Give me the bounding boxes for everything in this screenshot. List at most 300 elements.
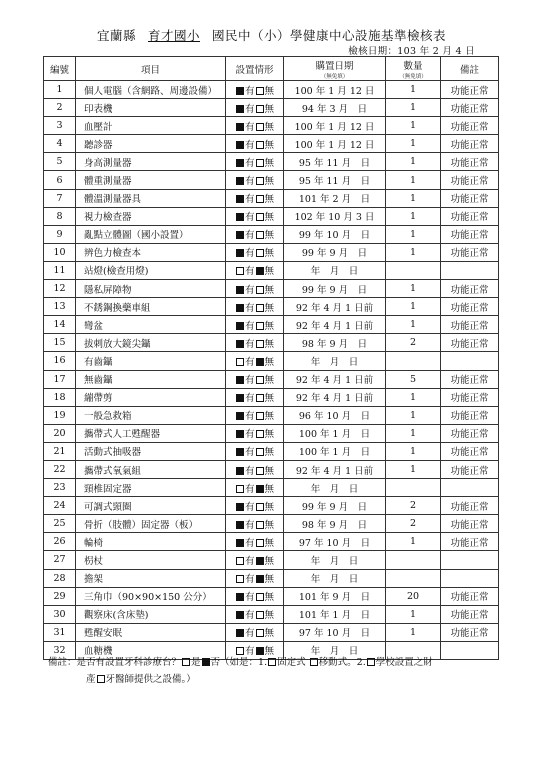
row-status (226, 623, 284, 641)
checkbox-icon (256, 177, 264, 185)
row-item: 活動式抽吸器 (76, 442, 226, 460)
row-purchase-date: 92 年 4 月 1 日前 (284, 316, 386, 334)
row-purchase-date: 100 年 1 月 日 (284, 424, 386, 442)
row-number: 6 (44, 171, 76, 189)
row-purchase-date: 94 年 3 月 日 (284, 99, 386, 117)
row-item: 三角巾（90×90×150 公分） (76, 587, 226, 605)
yes-label: 有 (244, 139, 255, 151)
row-note: 功能正常 (441, 153, 499, 171)
yes-label: 有 (244, 121, 255, 133)
no-label: 無 (264, 555, 275, 567)
row-purchase-date: 97 年 10 月 日 (284, 533, 386, 551)
row-purchase-date: 101 年 1 月 日 (284, 605, 386, 623)
row-purchase-date: 92 年 4 月 1 日前 (284, 370, 386, 388)
yes-label: 有 (244, 465, 255, 477)
checkbox-icon (256, 412, 264, 420)
row-quantity (386, 551, 441, 569)
table-row (44, 352, 499, 370)
row-quantity: 2 (386, 334, 441, 352)
no-label: 無 (264, 176, 275, 188)
checkbox-checked-icon (236, 503, 244, 511)
row-item: 印表機 (76, 99, 226, 117)
row-status (226, 370, 284, 388)
row-item: 甦醒安眠 (76, 623, 226, 641)
yes-label: 有 (244, 157, 255, 169)
row-status (226, 225, 284, 243)
checkbox-checked-icon (236, 593, 244, 601)
row-quantity: 1 (386, 605, 441, 623)
row-number: 17 (44, 370, 76, 388)
table-row (44, 261, 499, 279)
yes-label: 有 (244, 248, 255, 260)
checkbox-icon (256, 340, 264, 348)
row-note: 功能正常 (441, 207, 499, 225)
row-item: 視力檢查器 (76, 207, 226, 225)
row-note: 功能正常 (441, 442, 499, 460)
checkbox-checked-icon (236, 448, 244, 456)
row-purchase-date: 年 月 日 (284, 551, 386, 569)
checkbox-checked-icon (236, 87, 244, 95)
row-quantity: 1 (386, 81, 441, 99)
row-purchase-date: 92 年 4 月 1 日前 (284, 388, 386, 406)
no-label: 無 (264, 266, 275, 278)
row-purchase-date: 年 月 日 (284, 569, 386, 587)
row-item: 骨折（肢體）固定器（板） (76, 515, 226, 533)
no-label: 無 (264, 356, 275, 368)
table-row (44, 623, 499, 641)
row-note: 功能正常 (441, 370, 499, 388)
no-label: 無 (264, 447, 275, 459)
yes-label: 有 (244, 375, 255, 387)
yes-label: 有 (244, 338, 255, 350)
table-row (44, 460, 499, 478)
row-quantity: 5 (386, 370, 441, 388)
row-status (226, 442, 284, 460)
row-note: 功能正常 (441, 406, 499, 424)
row-note (441, 479, 499, 497)
no-label: 無 (264, 302, 275, 314)
footer-yes-label: 是 (191, 657, 201, 668)
footer-opt-school: 學校設置之財 (375, 657, 433, 668)
checkbox-icon (256, 394, 264, 402)
row-purchase-date: 99 年 9 月 日 (284, 497, 386, 515)
row-item: 血糖機 (76, 641, 226, 659)
table-row (44, 533, 499, 551)
table-row (44, 135, 499, 153)
checkbox-icon (256, 87, 264, 95)
table-row (44, 406, 499, 424)
no-label: 無 (264, 592, 275, 604)
row-note: 功能正常 (441, 81, 499, 99)
yes-label: 有 (244, 628, 255, 640)
yes-label: 有 (244, 555, 255, 567)
checkbox-icon (256, 141, 264, 149)
row-status (226, 460, 284, 478)
table-row (44, 479, 499, 497)
checkbox-checked-icon (236, 430, 244, 438)
row-status (226, 135, 284, 153)
row-quantity: 1 (386, 298, 441, 316)
row-quantity (386, 352, 441, 370)
row-item: 攜帶式氧氣組 (76, 460, 226, 478)
row-status (226, 334, 284, 352)
table-row (44, 280, 499, 298)
row-item: 個人電腦（含網路、周邊設備） (76, 81, 226, 99)
checkbox-checked-icon (236, 467, 244, 475)
yes-label: 有 (244, 356, 255, 368)
inspection-table (43, 56, 499, 660)
row-quantity: 2 (386, 515, 441, 533)
county-name: 宜蘭縣 (96, 28, 136, 43)
row-number: 5 (44, 153, 76, 171)
row-note (441, 551, 499, 569)
header-item: 項目 (76, 57, 226, 81)
row-status (226, 189, 284, 207)
header-purchase: 購置日期 (284, 57, 386, 73)
checkbox-checked-icon (236, 249, 244, 257)
row-number: 10 (44, 243, 76, 261)
checkbox-checked-icon (236, 213, 244, 221)
checkbox-icon (236, 485, 244, 493)
row-number: 15 (44, 334, 76, 352)
checkbox-icon (236, 358, 244, 366)
row-purchase-date: 97 年 10 月 日 (284, 623, 386, 641)
row-number: 2 (44, 99, 76, 117)
row-purchase-date: 100 年 1 月 12 日 (284, 117, 386, 135)
row-number: 26 (44, 533, 76, 551)
row-status (226, 81, 284, 99)
no-label: 無 (264, 157, 275, 169)
checkbox-icon (97, 675, 105, 683)
checkbox-icon (256, 249, 264, 257)
no-label: 無 (264, 338, 275, 350)
row-item: 枴杖 (76, 551, 226, 569)
row-number: 8 (44, 207, 76, 225)
row-note (441, 569, 499, 587)
row-quantity: 1 (386, 99, 441, 117)
checkbox-checked-icon (236, 521, 244, 529)
checkbox-icon (268, 658, 276, 666)
row-number: 18 (44, 388, 76, 406)
header-status: 設置情形 (226, 57, 284, 81)
row-number: 1 (44, 81, 76, 99)
footer-question: 備註：是否有設置牙科診療台？ (48, 657, 182, 668)
no-label: 無 (264, 501, 275, 513)
header-purchase-sub: （無免填） (284, 72, 386, 81)
row-status (226, 280, 284, 298)
no-label: 無 (264, 121, 275, 133)
yes-label: 有 (244, 592, 255, 604)
no-label: 無 (264, 320, 275, 332)
row-number: 27 (44, 551, 76, 569)
row-quantity: 20 (386, 587, 441, 605)
row-note: 功能正常 (441, 460, 499, 478)
checkbox-checked-icon (256, 575, 264, 583)
row-number: 24 (44, 497, 76, 515)
row-note: 功能正常 (441, 117, 499, 135)
row-number: 14 (44, 316, 76, 334)
row-quantity: 1 (386, 623, 441, 641)
checkbox-icon (236, 575, 244, 583)
checkbox-icon (256, 593, 264, 601)
row-purchase-date: 96 年 10 月 日 (284, 406, 386, 424)
table-row (44, 424, 499, 442)
no-label: 無 (264, 393, 275, 405)
checkbox-checked-icon (236, 394, 244, 402)
row-number: 25 (44, 515, 76, 533)
checkbox-checked-icon (236, 412, 244, 420)
row-quantity: 1 (386, 442, 441, 460)
table-row (44, 442, 499, 460)
footer-line2a: 產 (86, 674, 96, 685)
yes-label: 有 (244, 284, 255, 296)
row-item: 拔刺放大鏡尖鑷 (76, 334, 226, 352)
checkbox-icon (256, 159, 264, 167)
checkbox-icon (182, 658, 190, 666)
yes-label: 有 (244, 447, 255, 459)
row-quantity: 1 (386, 533, 441, 551)
row-quantity: 1 (386, 189, 441, 207)
table-row (44, 243, 499, 261)
yes-label: 有 (244, 212, 255, 224)
row-purchase-date: 100 年 1 月 12 日 (284, 81, 386, 99)
checkbox-checked-icon (256, 557, 264, 565)
row-number: 19 (44, 406, 76, 424)
row-status (226, 406, 284, 424)
row-purchase-date: 92 年 4 月 1 日前 (284, 298, 386, 316)
checkbox-icon (256, 448, 264, 456)
row-note: 功能正常 (441, 497, 499, 515)
row-number: 23 (44, 479, 76, 497)
row-item: 輪椅 (76, 533, 226, 551)
row-item: 彎盆 (76, 316, 226, 334)
no-label: 無 (264, 212, 275, 224)
row-status (226, 479, 284, 497)
row-quantity: 1 (386, 388, 441, 406)
form-title-text: 國民中（小）學健康中心設施基準檢核表 (212, 28, 447, 43)
header-note: 備註 (441, 57, 499, 81)
row-item: 隱私屏障物 (76, 280, 226, 298)
row-item: 攜帶式人工甦醒器 (76, 424, 226, 442)
checkbox-icon (236, 557, 244, 565)
no-label: 無 (264, 85, 275, 97)
row-number: 21 (44, 442, 76, 460)
row-quantity: 1 (386, 117, 441, 135)
no-label: 無 (264, 248, 275, 260)
yes-label: 有 (244, 483, 255, 495)
yes-label: 有 (244, 85, 255, 97)
row-status (226, 497, 284, 515)
checkbox-icon (256, 539, 264, 547)
row-quantity: 1 (386, 460, 441, 478)
checkbox-checked-icon (236, 340, 244, 348)
checkbox-icon (256, 123, 264, 131)
checkbox-icon (310, 658, 318, 666)
yes-label: 有 (244, 176, 255, 188)
yes-label: 有 (244, 519, 255, 531)
checkbox-icon (367, 658, 375, 666)
checkbox-icon (256, 105, 264, 113)
no-label: 無 (264, 284, 275, 296)
yes-label: 有 (244, 411, 255, 423)
checkbox-icon (256, 611, 264, 619)
row-note: 功能正常 (441, 280, 499, 298)
row-number: 29 (44, 587, 76, 605)
row-note: 功能正常 (441, 605, 499, 623)
row-note: 功能正常 (441, 424, 499, 442)
row-quantity: 1 (386, 424, 441, 442)
row-status (226, 261, 284, 279)
checkbox-icon (256, 195, 264, 203)
row-status (226, 352, 284, 370)
row-purchase-date: 101 年 2 月 日 (284, 189, 386, 207)
table-row (44, 316, 499, 334)
table-row (44, 605, 499, 623)
row-number: 31 (44, 623, 76, 641)
row-item: 觀察床(含床墊) (76, 605, 226, 623)
row-quantity: 2 (386, 497, 441, 515)
row-number: 11 (44, 261, 76, 279)
row-purchase-date: 99 年 9 月 日 (284, 280, 386, 298)
row-quantity (386, 479, 441, 497)
table-row (44, 515, 499, 533)
form-title (0, 26, 543, 44)
row-purchase-date: 年 月 日 (284, 479, 386, 497)
no-label: 無 (264, 230, 275, 242)
header-qty: 數量 (386, 57, 441, 73)
row-purchase-date: 年 月 日 (284, 352, 386, 370)
no-label: 無 (264, 628, 275, 640)
checkbox-icon (256, 503, 264, 511)
row-item: 一般急救箱 (76, 406, 226, 424)
table-row (44, 551, 499, 569)
inspection-date: 檢核日期：103 年 2 月 4 日 (348, 46, 475, 57)
header-qty-sub: （無免填） (386, 72, 441, 81)
row-item: 可調式頸圈 (76, 497, 226, 515)
no-label: 無 (264, 139, 275, 151)
row-status (226, 117, 284, 135)
no-label: 無 (264, 375, 275, 387)
checkbox-icon (256, 322, 264, 330)
row-item: 站燈(檢查用燈) (76, 261, 226, 279)
yes-label: 有 (244, 194, 255, 206)
row-quantity: 1 (386, 153, 441, 171)
yes-label: 有 (244, 103, 255, 115)
checkbox-icon (256, 430, 264, 438)
checkbox-checked-icon (202, 658, 210, 666)
checkbox-icon (256, 213, 264, 221)
checkbox-checked-icon (256, 358, 264, 366)
row-status (226, 207, 284, 225)
footer-line2b: 牙醫師提供之設備。） (105, 674, 196, 685)
row-note: 功能正常 (441, 316, 499, 334)
checkbox-checked-icon (236, 629, 244, 637)
row-status (226, 99, 284, 117)
no-label: 無 (264, 646, 275, 658)
table-row (44, 298, 499, 316)
table-row (44, 388, 499, 406)
footer-note (48, 654, 498, 688)
row-item: 亂點立體圖（國小設置） (76, 225, 226, 243)
no-label: 無 (264, 194, 275, 206)
yes-label: 有 (244, 429, 255, 441)
no-label: 無 (264, 483, 275, 495)
row-purchase-date: 98 年 9 月 日 (284, 515, 386, 533)
checkbox-checked-icon (236, 611, 244, 619)
row-number: 9 (44, 225, 76, 243)
row-purchase-date: 年 月 日 (284, 261, 386, 279)
yes-label: 有 (244, 266, 255, 278)
row-number: 22 (44, 460, 76, 478)
row-number: 30 (44, 605, 76, 623)
table-row (44, 334, 499, 352)
checkbox-checked-icon (256, 485, 264, 493)
table-row (44, 225, 499, 243)
row-quantity: 1 (386, 171, 441, 189)
row-number: 13 (44, 298, 76, 316)
no-label: 無 (264, 610, 275, 622)
row-note: 功能正常 (441, 587, 499, 605)
row-item: 擔架 (76, 569, 226, 587)
row-status (226, 298, 284, 316)
row-status (226, 243, 284, 261)
row-status (226, 153, 284, 171)
row-note: 功能正常 (441, 623, 499, 641)
checkbox-icon (256, 231, 264, 239)
row-number: 20 (44, 424, 76, 442)
table-row (44, 587, 499, 605)
row-note: 功能正常 (441, 533, 499, 551)
yes-label: 有 (244, 537, 255, 549)
row-item: 體重測量器 (76, 171, 226, 189)
table-row (44, 117, 499, 135)
row-status (226, 551, 284, 569)
row-quantity: 1 (386, 135, 441, 153)
row-note: 功能正常 (441, 135, 499, 153)
yes-label: 有 (244, 320, 255, 332)
checkbox-checked-icon (236, 105, 244, 113)
row-item: 頸椎固定器 (76, 479, 226, 497)
table-row (44, 171, 499, 189)
row-purchase-date: 98 年 9 月 日 (284, 334, 386, 352)
row-note (441, 261, 499, 279)
row-number: 28 (44, 569, 76, 587)
row-number: 4 (44, 135, 76, 153)
checkbox-checked-icon (236, 539, 244, 547)
row-item: 血壓計 (76, 117, 226, 135)
row-purchase-date: 99 年 10 月 日 (284, 225, 386, 243)
checkbox-icon (256, 521, 264, 529)
row-item: 辨色力檢查本 (76, 243, 226, 261)
yes-label: 有 (244, 646, 255, 658)
row-note: 功能正常 (441, 298, 499, 316)
row-quantity: 1 (386, 207, 441, 225)
row-item: 聽診器 (76, 135, 226, 153)
row-item: 無齒鑷 (76, 370, 226, 388)
row-note: 功能正常 (441, 99, 499, 117)
checkbox-icon (256, 629, 264, 637)
row-quantity: 1 (386, 280, 441, 298)
table-row (44, 189, 499, 207)
row-number: 12 (44, 280, 76, 298)
row-status (226, 515, 284, 533)
row-item: 有齒鑷 (76, 352, 226, 370)
checkbox-checked-icon (236, 286, 244, 294)
table-row (44, 497, 499, 515)
row-purchase-date: 99 年 9 月 日 (284, 243, 386, 261)
checkbox-icon (236, 267, 244, 275)
checkbox-checked-icon (236, 304, 244, 312)
